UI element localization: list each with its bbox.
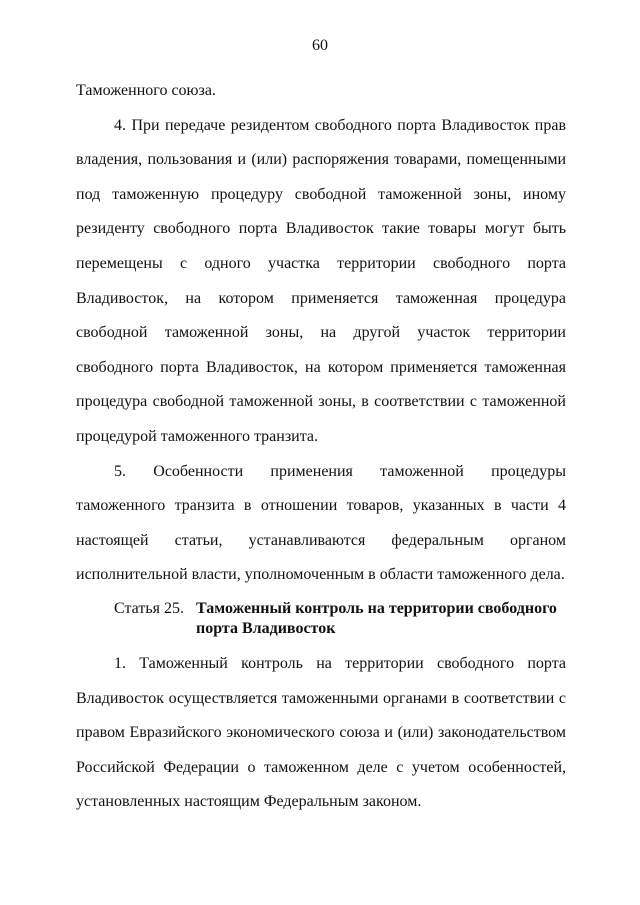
article-title: Таможенный контроль на территории свободного порта Владивосток xyxy=(196,599,557,637)
paragraph-continuation: Таможенного союза. xyxy=(76,82,216,99)
article-number: Статья 25. xyxy=(114,599,184,617)
article-heading xyxy=(76,599,566,639)
article-paragraph-item-1: 1. Таможенный контроль на территории свободного порта Владивосток осуществляется таможенными органами в соответствии с правом Евразийского экономического союза и (или) законодательством Российской Федерации о таможенном деле с учетом особенностей, установленных настоящим Федеральным законом. xyxy=(76,654,566,811)
paragraph-item-4: 4. При передаче резидентом свободного порта Владивосток прав владения, пользования и (или) распоряжения товарами, помещенными под таможенную процедуру свободной таможенной зоны, иному резиденту свободного порта Владивосток такие товары могут быть перемещены с одного участка территории свободного порта Владивосток, на котором применяется таможенная процедура свободной таможенной зоны, на другой участок территории свободного порта Владивосток, на котором применяется таможенная процедура свободной таможенной зоны, в соответствии с таможенной процедурой таможенного транзита. xyxy=(76,116,566,445)
paragraph-item-5: 5. Особенности применения таможенной процедуры таможенного транзита в отношении товаров, указанных в части 4 настоящей статьи, устанавливаются федеральным органом исполнительной власти, уполномоченным в области таможенного дела. xyxy=(76,462,566,584)
document-body xyxy=(76,74,566,820)
page-number: 60 xyxy=(312,37,328,54)
